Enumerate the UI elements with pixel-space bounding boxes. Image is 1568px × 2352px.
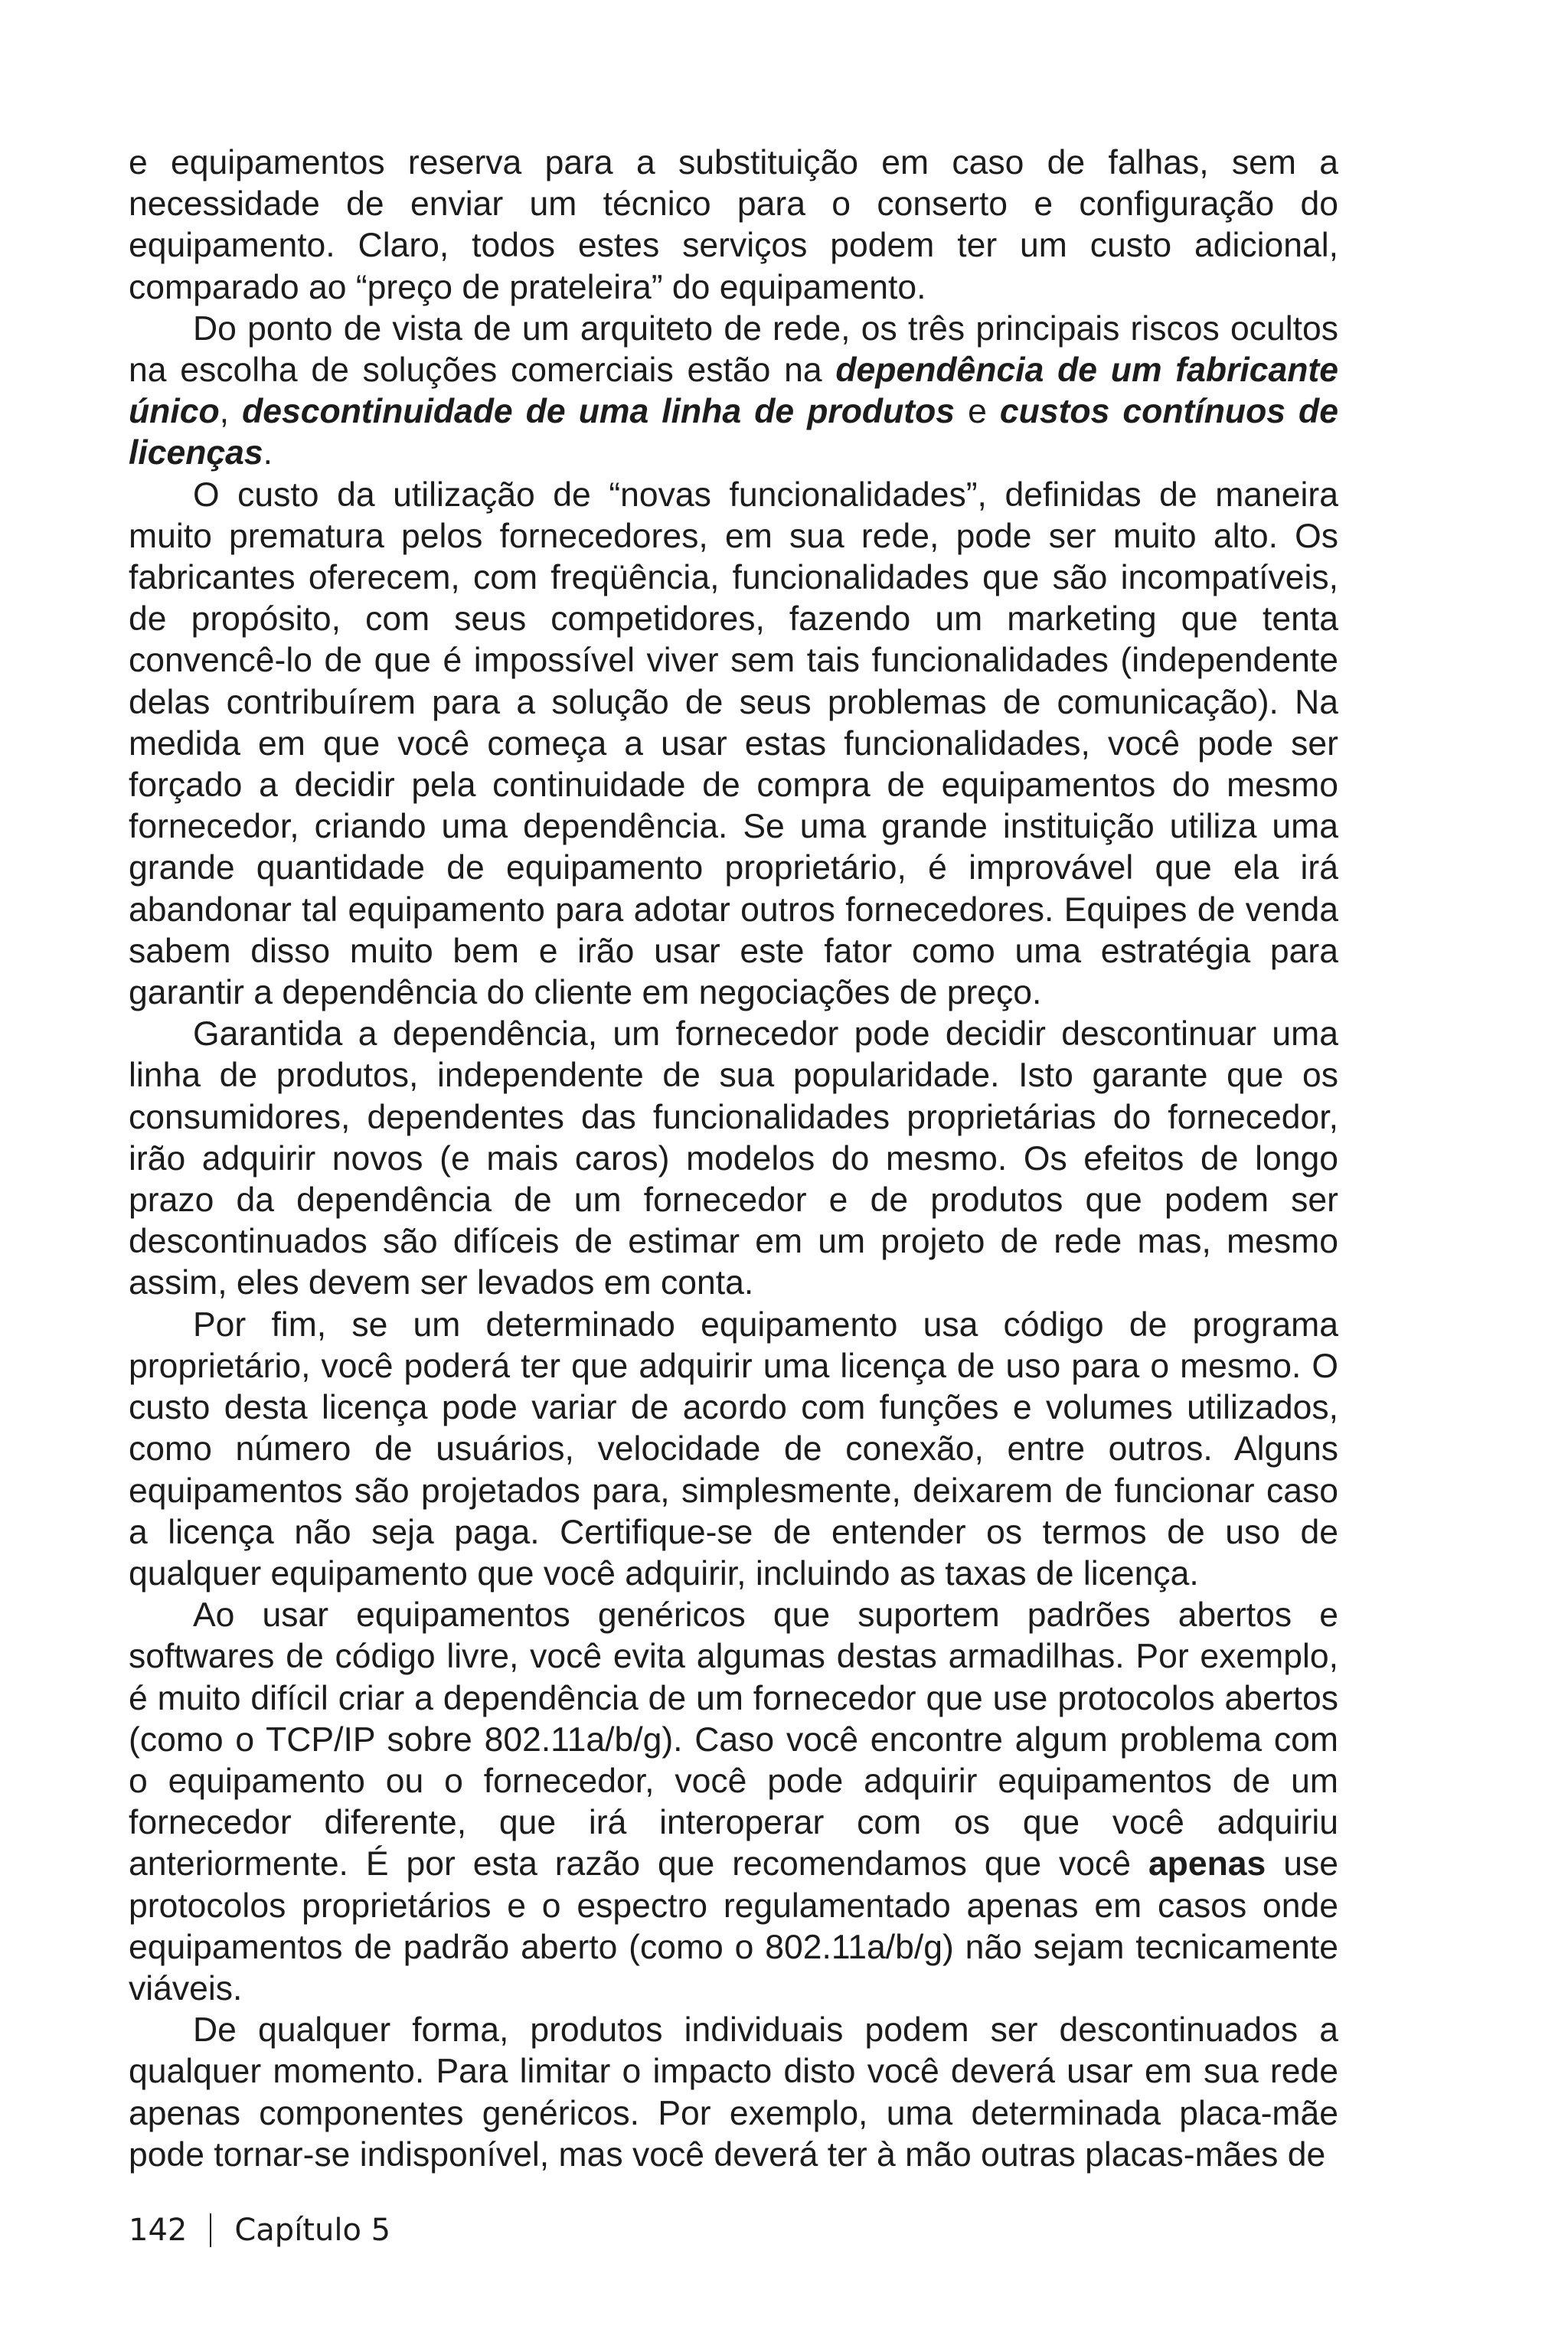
paragraph-2-text-g: .: [263, 434, 273, 472]
paragraph-7: De qualquer forma, produtos individuais podem ser descontinuados a qualquer momento. Para limitar o impacto disto você deverá usar em sua rede apenas componentes genéricos. Por exemplo, uma determinada placa-mãe pode tornar-se indisponível, mas você deverá ter à mão outras placas-mães de: [129, 2011, 1338, 2174]
paragraph-2-text-c: ,: [219, 393, 243, 431]
paragraph-6: [129, 1595, 1338, 2010]
emphasis-vendor-lockin: dependência de um fabricante único: [129, 351, 1338, 431]
paragraph-2-text-e: e: [955, 393, 1000, 431]
paragraph-6-text-a: Ao usar equipamentos genéricos que suportem padrões abertos e softwares de código livre, você evita algumas destas armadilhas. Por exemplo, é muito difícil criar a dependência de um fornecedor que use protocolos abertos (como o TCP/IP sobre 802.11a/b/g). Caso você encontre algum problema com o equipamento ou o fornecedor, você pode adquirir equipamentos de um fornecedor diferente, que irá interoperar com os que você adquiriu anteriormente. É por esta razão que recomendamos que você: [129, 1596, 1338, 1883]
paragraph-2: [129, 309, 1338, 475]
paragraph-3: O custo da utilização de “novas funcionalidades”, definidas de maneira muito prematura pelos fornecedores, em sua rede, pode ser muito alto. Os fabricantes oferecem, com freqüência, funcionalidades que são incompatíveis, de propósito, com seus competidores, fazendo um marketing que tenta convencê-lo de que é impossível viver sem tais funcionalidades (independente delas contribuírem para a solução de seus problemas de comunicação). Na medida em que você começa a usar estas funcionalidades, você pode ser forçado a decidir pela continuidade de compra de equipamentos do mesmo fornecedor, criando uma dependência. Se uma grande instituição utiliza uma grande quantidade de equipamento proprietário, é improvável que ela irá abandonar tal equipamento para adotar outros fornecedores. Equipes de venda sabem disso muito bem e irão usar este fator como uma estratégia para garantir a dependência do cliente em negociações de preço.: [129, 475, 1338, 1012]
paragraph-4: Garantida a dependência, um fornecedor pode decidir descontinuar uma linha de produtos, independente de sua popularidade. Isto garante que os consumidores, dependentes das funcionalidades proprietárias do fornecedor, irão adquirir novos (e mais caros) modelos do mesmo. Os efeitos de longo prazo da dependência de um fornecedor e de produtos que podem ser descontinuados são difíceis de estimar em um projeto de rede mas, mesmo assim, eles devem ser levados em conta.: [129, 1015, 1338, 1302]
paragraph-5: Por fim, se um determinado equipamento usa código de programa proprietário, você poderá ter que adquirir uma licença de uso para o mesmo. O custo desta licença pode variar de acordo com funções e volumes utilizados, como número de usuários, velocidade de conexão, entre outros. Alguns equipamentos são projetados para, simplesmente, deixarem de funcionar caso a licença não seja paga. Certifique-se de entender os termos de uso de qualquer equipamento que você adquirir, incluindo as taxas de licença.: [129, 1305, 1338, 1592]
emphasis-license-costs: custos contínuos de licenças: [129, 393, 1338, 472]
paragraph-6-text-c: use protocolos proprietários e o espectro regulamentado apenas em casos onde equipamentos de padrão aberto (como o 802.11a/b/g) não sejam tecnicamente viáveis.: [129, 1845, 1338, 2007]
page-body: [129, 142, 1338, 2176]
paragraph-2-text-a: Do ponto de vista de um arquiteto de rede, os três principais riscos ocultos na escolha de soluções comerciais estão na: [129, 309, 1338, 390]
footer-separator: [210, 2213, 211, 2247]
page-footer: [129, 2213, 390, 2248]
page-number: 142: [129, 2213, 188, 2248]
emphasis-apenas: apenas: [1148, 1845, 1266, 1883]
paragraph-1: e equipamentos reserva para a substituição em caso de falhas, sem a necessidade de enviar um técnico para o conserto e configuração do equipamento. Claro, todos estes serviços podem ter um custo adicional, comparado ao “preço de prateleira” do equipamento.: [129, 144, 1338, 306]
emphasis-discontinuation: descontinuidade de uma linha de produtos: [242, 393, 956, 431]
chapter-label: Capítulo 5: [234, 2213, 391, 2248]
